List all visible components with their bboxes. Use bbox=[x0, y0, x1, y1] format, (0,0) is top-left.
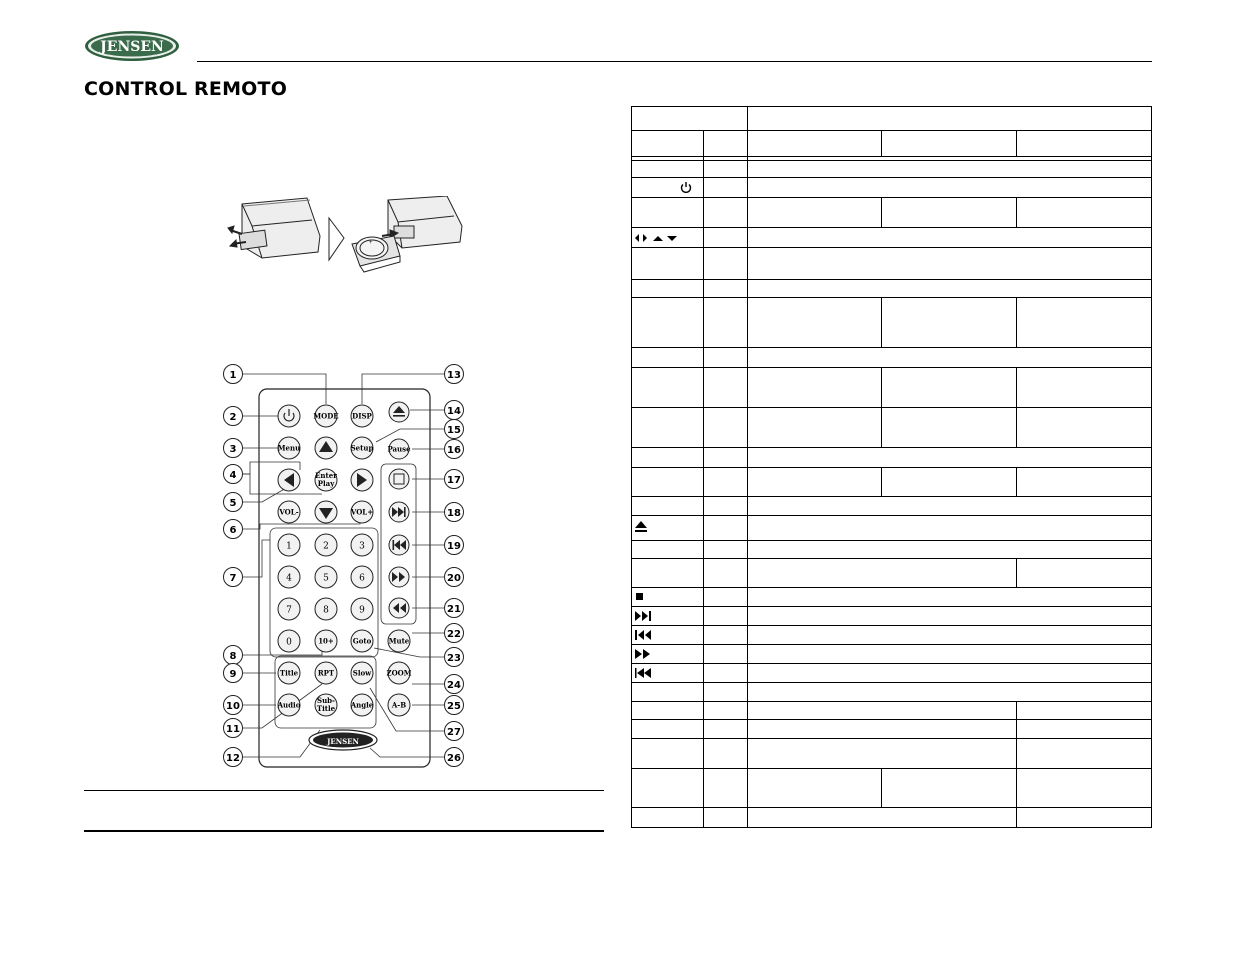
table-cell bbox=[748, 198, 882, 228]
up-button bbox=[315, 437, 337, 459]
table-cell bbox=[748, 541, 1152, 559]
callout-21 bbox=[445, 599, 464, 618]
table-cell bbox=[704, 228, 748, 248]
svg-text:Slow: Slow bbox=[352, 668, 372, 678]
table-cell bbox=[748, 626, 1152, 645]
table-cell bbox=[1017, 198, 1152, 228]
svg-text:3: 3 bbox=[229, 444, 237, 455]
menu-button bbox=[278, 437, 300, 459]
table-cell bbox=[748, 645, 1152, 664]
stop-icon bbox=[635, 592, 645, 602]
logo-text: JENSEN bbox=[100, 39, 164, 55]
svg-text:Menu: Menu bbox=[277, 443, 301, 453]
jensen-logo bbox=[84, 30, 180, 62]
table-cell bbox=[631, 448, 704, 468]
digit-6-button bbox=[351, 566, 373, 588]
table-cell bbox=[704, 739, 748, 769]
table-cell bbox=[704, 720, 748, 739]
svg-text:MODE: MODE bbox=[313, 411, 339, 421]
eject-button bbox=[389, 402, 409, 422]
slow-button bbox=[351, 662, 373, 684]
setup-button bbox=[351, 437, 374, 459]
table-cell bbox=[882, 368, 1017, 408]
callout-11 bbox=[224, 719, 243, 738]
svg-text:23: 23 bbox=[447, 653, 461, 664]
table-cell bbox=[748, 298, 882, 348]
table-cell bbox=[1017, 298, 1152, 348]
callout-9 bbox=[224, 664, 243, 683]
svg-text:16: 16 bbox=[447, 445, 461, 456]
table-cell bbox=[748, 348, 1152, 368]
callout-18 bbox=[445, 503, 464, 522]
table-cell bbox=[631, 468, 704, 497]
svg-text:Sub-: Sub- bbox=[317, 696, 335, 705]
callout-16 bbox=[445, 440, 464, 459]
table-cell bbox=[631, 739, 704, 769]
table-cell bbox=[631, 248, 704, 280]
callout-5 bbox=[224, 493, 243, 512]
table-cell bbox=[704, 161, 748, 178]
callout-13 bbox=[445, 365, 464, 384]
callout-24 bbox=[445, 675, 464, 694]
power-icon bbox=[680, 181, 692, 193]
svg-text:Audio: Audio bbox=[277, 700, 301, 710]
section-rule-bottom bbox=[84, 830, 604, 832]
svg-text:VOL-: VOL- bbox=[279, 507, 299, 517]
svg-text:25: 25 bbox=[447, 701, 461, 712]
next-track-icon bbox=[634, 610, 652, 622]
svg-text:Mute: Mute bbox=[388, 636, 410, 646]
table-cell bbox=[748, 161, 1152, 178]
table-cell bbox=[748, 808, 1017, 828]
table-cell bbox=[704, 607, 748, 626]
svg-text:8: 8 bbox=[323, 605, 329, 616]
svg-text:Title: Title bbox=[279, 668, 299, 678]
callout-15 bbox=[445, 420, 464, 439]
svg-text:12: 12 bbox=[226, 753, 240, 764]
svg-text:2: 2 bbox=[229, 412, 237, 423]
svg-text:VOL+: VOL+ bbox=[350, 507, 374, 517]
down-button bbox=[315, 501, 337, 523]
svg-text:10+: 10+ bbox=[318, 636, 334, 646]
table-cell bbox=[631, 348, 704, 368]
digit-1-button bbox=[278, 534, 300, 556]
table-cell bbox=[704, 298, 748, 348]
table-cell bbox=[1017, 468, 1152, 497]
svg-text:+: + bbox=[369, 240, 373, 246]
svg-text:0: 0 bbox=[286, 637, 292, 648]
callout-27 bbox=[445, 722, 464, 741]
table-cell bbox=[704, 541, 748, 559]
svg-text:9: 9 bbox=[359, 605, 365, 616]
svg-text:Play: Play bbox=[317, 479, 335, 488]
svg-text:22: 22 bbox=[447, 629, 461, 640]
callout-3 bbox=[224, 439, 243, 458]
table-cell bbox=[882, 408, 1017, 448]
table-cell bbox=[631, 408, 704, 448]
table-cell bbox=[1017, 769, 1152, 808]
table-cell bbox=[748, 739, 1017, 769]
table-cell bbox=[631, 497, 704, 516]
table-header-cell bbox=[748, 106, 1152, 131]
digit-0-button bbox=[278, 630, 300, 652]
svg-text:4: 4 bbox=[229, 470, 237, 481]
svg-text:1: 1 bbox=[286, 541, 292, 552]
table-cell bbox=[704, 808, 748, 828]
svg-text:Angle: Angle bbox=[350, 700, 374, 710]
ab-button bbox=[388, 694, 410, 716]
table-cell bbox=[704, 559, 748, 588]
digit-8-button bbox=[315, 598, 337, 620]
table-cell bbox=[704, 408, 748, 448]
callout-19 bbox=[445, 536, 464, 555]
callout-1 bbox=[224, 365, 243, 384]
svg-text:ZOOM: ZOOM bbox=[386, 668, 412, 678]
svg-text:5: 5 bbox=[323, 573, 329, 584]
prev-track-icon bbox=[634, 629, 652, 641]
svg-text:10: 10 bbox=[226, 701, 240, 712]
vol-minus-button bbox=[278, 501, 300, 523]
svg-text:3: 3 bbox=[359, 541, 365, 552]
svg-text:Enter: Enter bbox=[315, 471, 337, 480]
table-cell bbox=[748, 497, 1152, 516]
table-cell bbox=[748, 448, 1152, 468]
table-cell bbox=[631, 178, 704, 198]
header-rule bbox=[197, 61, 1152, 62]
table-cell bbox=[1017, 131, 1152, 157]
table-cell bbox=[882, 131, 1017, 157]
table-cell bbox=[748, 248, 1152, 280]
section-rule-top bbox=[84, 790, 604, 791]
table-cell bbox=[748, 607, 1152, 626]
eject-icon bbox=[634, 519, 648, 535]
svg-text:1: 1 bbox=[229, 370, 237, 381]
table-cell bbox=[748, 280, 1152, 298]
svg-text:Title: Title bbox=[316, 704, 336, 713]
table-cell bbox=[748, 720, 1017, 739]
subtitle-button bbox=[315, 694, 337, 716]
svg-text:20: 20 bbox=[447, 573, 461, 584]
table-cell bbox=[704, 516, 748, 541]
table-cell bbox=[1017, 808, 1152, 828]
svg-text:17: 17 bbox=[447, 475, 461, 486]
table-cell bbox=[704, 702, 748, 720]
right-button bbox=[351, 469, 373, 491]
svg-text:27: 27 bbox=[447, 727, 461, 738]
callout-20 bbox=[445, 568, 464, 587]
mute-button bbox=[388, 630, 410, 652]
power-button bbox=[278, 405, 300, 427]
callout-23 bbox=[445, 648, 464, 667]
remote-logo bbox=[309, 730, 377, 750]
svg-text:18: 18 bbox=[447, 508, 461, 519]
table-cell bbox=[704, 497, 748, 516]
table-cell bbox=[1017, 739, 1152, 769]
left-button bbox=[278, 469, 300, 491]
svg-text:4: 4 bbox=[286, 573, 292, 584]
table-cell bbox=[704, 448, 748, 468]
title-button bbox=[278, 662, 300, 684]
remote-control-diagram bbox=[218, 360, 470, 770]
callout-17 bbox=[445, 470, 464, 489]
table-cell bbox=[748, 664, 1152, 683]
callout-2 bbox=[224, 407, 243, 426]
svg-text:Goto: Goto bbox=[352, 636, 372, 646]
table-cell bbox=[882, 298, 1017, 348]
fast-forward-icon bbox=[634, 648, 652, 660]
goto-button bbox=[351, 630, 373, 652]
digit-2-button bbox=[315, 534, 337, 556]
enter-play-button bbox=[315, 469, 337, 491]
table-cell bbox=[631, 702, 704, 720]
table-cell bbox=[748, 228, 1152, 248]
table-cell bbox=[704, 664, 748, 683]
svg-text:9: 9 bbox=[229, 669, 237, 680]
svg-text:DISP: DISP bbox=[352, 411, 372, 421]
fast-forward-button bbox=[389, 567, 409, 587]
table-cell bbox=[1017, 368, 1152, 408]
svg-text:13: 13 bbox=[447, 370, 461, 381]
table-cell bbox=[748, 131, 882, 157]
table-cell bbox=[631, 198, 704, 228]
table-cell bbox=[631, 559, 704, 588]
table-cell bbox=[704, 198, 748, 228]
callout-10 bbox=[224, 696, 243, 715]
svg-text:A-B: A-B bbox=[391, 700, 407, 710]
table-cell bbox=[748, 516, 1152, 541]
digit-7-button bbox=[278, 598, 300, 620]
callout-25 bbox=[445, 696, 464, 715]
table-header-cell bbox=[631, 106, 748, 131]
page-title: CONTROL REMOTO bbox=[84, 78, 288, 100]
digit-9-button bbox=[351, 598, 373, 620]
table-cell bbox=[1017, 702, 1152, 720]
table-cell bbox=[704, 131, 748, 157]
svg-text:2: 2 bbox=[323, 541, 329, 552]
next-button bbox=[389, 502, 409, 522]
svg-text:26: 26 bbox=[447, 753, 461, 764]
table-cell bbox=[704, 178, 748, 198]
svg-text:19: 19 bbox=[447, 541, 461, 552]
arrow-keys-icon bbox=[634, 232, 684, 244]
rewind-button bbox=[389, 598, 409, 618]
table-cell bbox=[704, 769, 748, 808]
table-cell bbox=[704, 368, 748, 408]
table-cell bbox=[704, 280, 748, 298]
svg-text:JENSEN: JENSEN bbox=[327, 737, 359, 746]
svg-text:15: 15 bbox=[447, 425, 461, 436]
callout-26 bbox=[445, 748, 464, 767]
svg-text:RPT: RPT bbox=[317, 668, 335, 678]
callout-6 bbox=[224, 520, 243, 539]
callout-8 bbox=[224, 646, 243, 665]
table-cell bbox=[748, 368, 882, 408]
table-cell bbox=[704, 348, 748, 368]
callout-14 bbox=[445, 401, 464, 420]
table-cell bbox=[882, 198, 1017, 228]
stop-button bbox=[389, 469, 409, 489]
table-cell bbox=[748, 178, 1152, 198]
table-cell bbox=[704, 588, 748, 607]
rpt-button bbox=[315, 662, 337, 684]
battery-install-illustration bbox=[222, 196, 466, 274]
svg-text:8: 8 bbox=[229, 651, 237, 662]
table-cell bbox=[748, 702, 1017, 720]
rewind-icon bbox=[634, 667, 652, 679]
table-cell bbox=[748, 769, 882, 808]
table-cell bbox=[631, 131, 704, 157]
svg-text:6: 6 bbox=[229, 525, 237, 536]
table-cell bbox=[631, 368, 704, 408]
svg-text:Setup: Setup bbox=[350, 443, 374, 453]
table-cell bbox=[631, 280, 704, 298]
table-cell bbox=[704, 248, 748, 280]
svg-text:11: 11 bbox=[226, 724, 240, 735]
table-cell bbox=[631, 161, 704, 178]
table-cell bbox=[748, 559, 1017, 588]
table-cell bbox=[704, 645, 748, 664]
svg-text:21: 21 bbox=[447, 604, 461, 615]
table-cell bbox=[631, 720, 704, 739]
table-cell bbox=[704, 626, 748, 645]
svg-text:6: 6 bbox=[359, 573, 365, 584]
table-cell bbox=[704, 683, 748, 702]
table-cell bbox=[748, 468, 882, 497]
table-cell bbox=[704, 468, 748, 497]
digit-4-button bbox=[278, 566, 300, 588]
prev-button bbox=[389, 535, 409, 555]
svg-text:24: 24 bbox=[447, 680, 461, 691]
table-cell bbox=[631, 541, 704, 559]
svg-text:Pause: Pause bbox=[387, 444, 411, 454]
callout-22 bbox=[445, 624, 464, 643]
callout-7 bbox=[224, 568, 243, 587]
digit-5-button bbox=[315, 566, 337, 588]
digit-3-button bbox=[351, 534, 373, 556]
table-cell bbox=[882, 468, 1017, 497]
callout-12 bbox=[224, 748, 243, 767]
table-cell bbox=[631, 769, 704, 808]
table-cell bbox=[748, 588, 1152, 607]
disp-button bbox=[351, 405, 373, 427]
table-cell bbox=[1017, 559, 1152, 588]
table-cell bbox=[631, 298, 704, 348]
callout-4 bbox=[224, 465, 243, 484]
svg-text:7: 7 bbox=[229, 573, 237, 584]
table-cell bbox=[882, 769, 1017, 808]
table-cell bbox=[631, 683, 704, 702]
table-cell bbox=[1017, 720, 1152, 739]
svg-text:7: 7 bbox=[286, 605, 292, 616]
table-cell bbox=[748, 683, 1152, 702]
table-cell bbox=[1017, 408, 1152, 448]
svg-text:5: 5 bbox=[229, 498, 237, 509]
svg-text:14: 14 bbox=[447, 406, 461, 417]
function-table bbox=[631, 106, 1152, 828]
table-cell bbox=[631, 808, 704, 828]
ten-plus-button bbox=[315, 630, 337, 652]
table-cell bbox=[748, 408, 882, 448]
